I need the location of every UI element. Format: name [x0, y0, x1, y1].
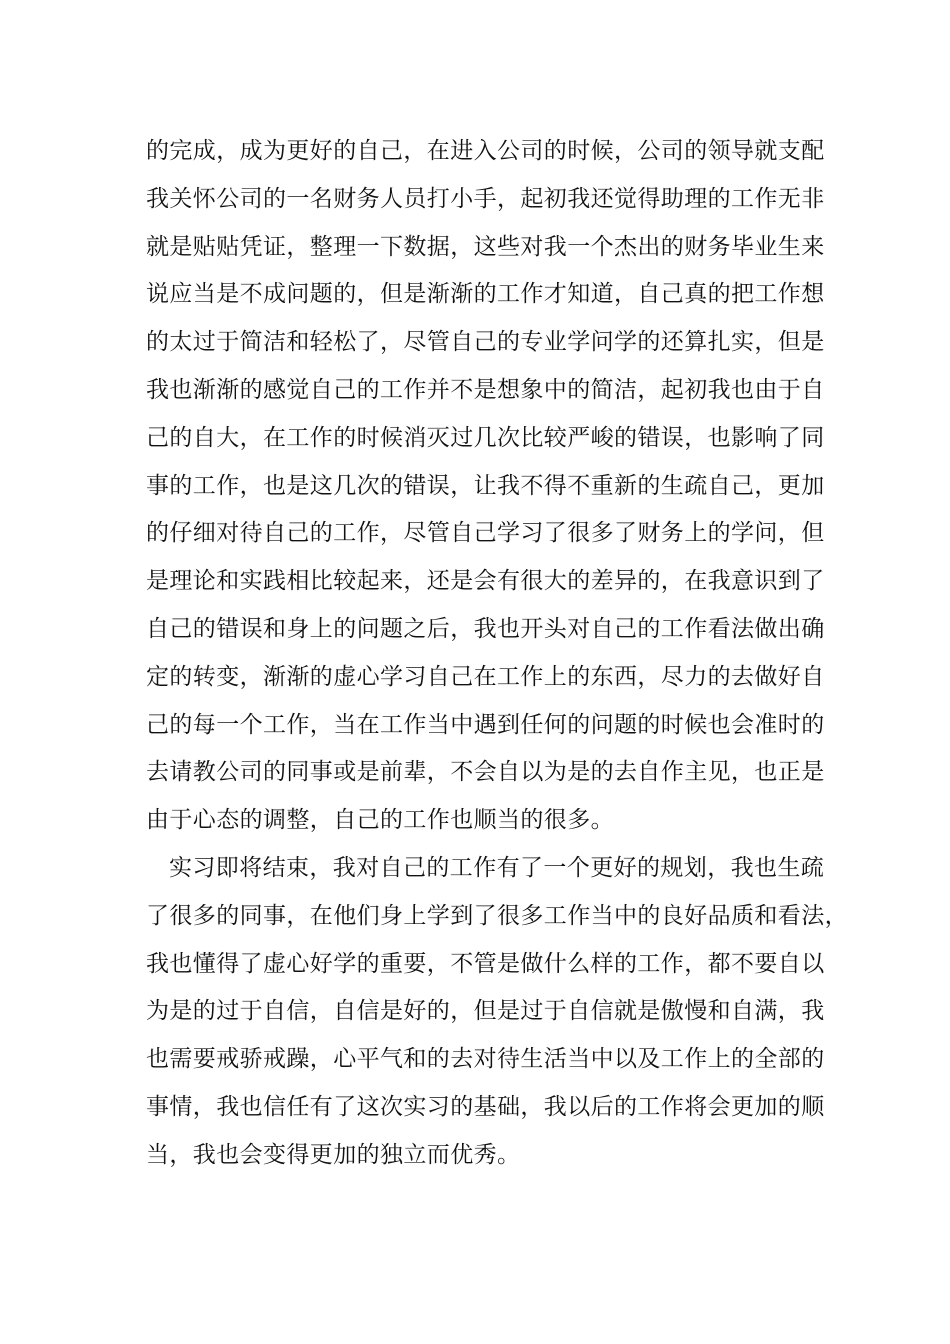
text-line: 说应当是不成问题的，但是渐渐的工作才知道，自己真的把工作想 [146, 281, 825, 308]
text-line: 的太过于简洁和轻松了，尽管自己的专业学问学的还算扎实，但是 [146, 329, 825, 356]
text-line: 为是的过于自信，自信是好的，但是过于自信就是傲慢和自满，我 [146, 998, 825, 1025]
paragraph-start-line: 实习即将结束，我对自己的工作有了一个更好的规划，我也生疏 [169, 854, 825, 881]
text-line: 也需要戒骄戒躁，心平气和的去对待生活当中以及工作上的全部的 [146, 1046, 825, 1073]
text-line: 当，我也会变得更加的独立而优秀。 [146, 1141, 521, 1168]
text-line: 自己的错误和身上的问题之后，我也开头对自己的工作看法做出确 [146, 615, 825, 642]
text-line: 我关怀公司的一名财务人员打小手，起初我还觉得助理的工作无非 [146, 185, 825, 212]
text-line: 我也懂得了虚心好学的重要，不管是做什么样的工作，都不要自以 [146, 950, 825, 977]
text-line: 的完成，成为更好的自己，在进入公司的时候，公司的领导就支配 [146, 138, 825, 164]
text-line: 是理论和实践相比较起来，还是会有很大的差异的，在我意识到了 [146, 568, 825, 595]
text-line: 事的工作，也是这几次的错误，让我不得不重新的生疏自己，更加 [146, 472, 825, 499]
text-line: 己的自大，在工作的时候消灭过几次比较严峻的错误，也影响了同 [146, 424, 825, 451]
text-line: 就是贴贴凭证，整理一下数据，这些对我一个杰出的财务毕业生来 [146, 233, 825, 260]
text-line: 由于心态的调整，自己的工作也顺当的很多。 [146, 807, 614, 834]
text-line: 的仔细对待自己的工作，尽管自己学习了很多了财务上的学问，但 [146, 520, 825, 547]
text-line: 定的转变，渐渐的虚心学习自己在工作上的东西，尽力的去做好自 [146, 663, 825, 690]
text-line: 了很多的同事，在他们身上学到了很多工作当中的良好品质和看法， [146, 902, 848, 929]
text-line: 事情，我也信任有了这次实习的基础，我以后的工作将会更加的顺 [146, 1093, 825, 1120]
body-text [146, 128, 848, 1180]
text-line: 己的每一个工作，当在工作当中遇到任何的问题的时候也会准时的 [146, 711, 825, 738]
text-line: 去请教公司的同事或是前辈，不会自以为是的去自作主见，也正是 [146, 759, 825, 786]
text-line: 我也渐渐的感觉自己的工作并不是想象中的简洁，起初我也由于自 [146, 376, 825, 403]
